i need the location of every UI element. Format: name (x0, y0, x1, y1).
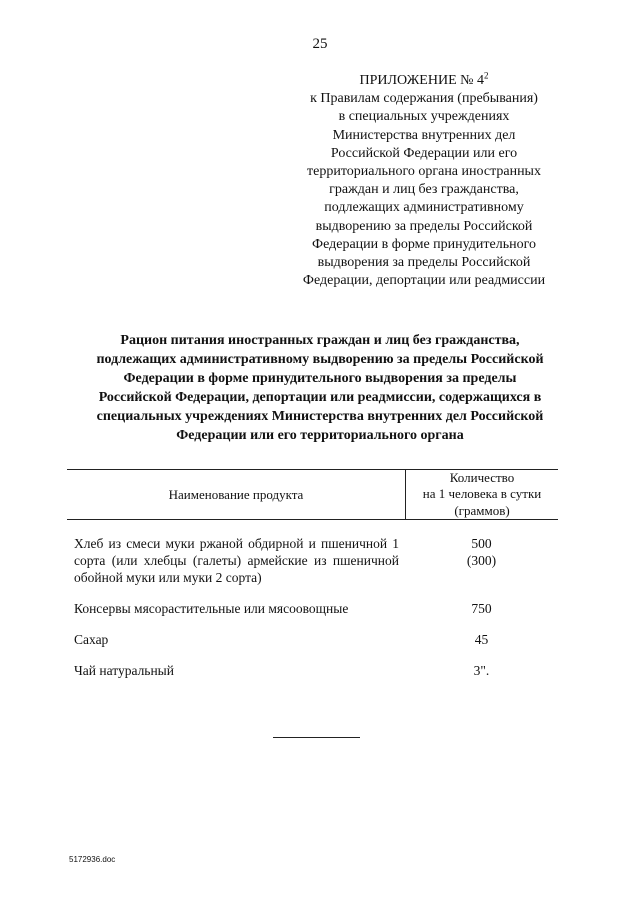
header-quantity-line: Количество (449, 469, 515, 485)
closing-separator-line (273, 737, 360, 738)
table-body (67, 535, 558, 679)
appendix-title-text: ПРИЛОЖЕНИЕ № 4 (359, 73, 484, 88)
quantity-value-alt: (300) (466, 553, 497, 568)
header-product: Наименование продукта (168, 486, 304, 502)
product-quantity (405, 535, 558, 586)
document-title (60, 331, 580, 445)
quantity-value: 3". (473, 663, 490, 678)
ration-table (67, 469, 558, 693)
appendix-line: выдворению за пределы Российской (315, 218, 533, 234)
page-number: 25 (312, 36, 328, 52)
title-line: Федерации или его территориального органа (176, 428, 464, 443)
appendix-line: в специальных учреждениях (338, 109, 510, 125)
product-quantity (405, 662, 558, 679)
product-quantity (405, 600, 558, 617)
header-quantity-line: на 1 человека в сутки (422, 486, 542, 502)
header-quantity (405, 470, 558, 519)
header-quantity-line: (граммов) (454, 502, 510, 518)
title-line: подлежащих административному выдворению за пределы Российской (96, 352, 544, 367)
file-name-footer: 5172936.doc (69, 855, 116, 864)
table-row (67, 600, 558, 617)
product-name: Консервы мясорастительные или мясоовощные (74, 601, 349, 616)
appendix-line: территориального органа иностранных (307, 164, 541, 180)
title-line: Федерации в форме принудительного выдворения за пределы (123, 371, 517, 386)
product-name: Сахар (74, 632, 109, 647)
quantity-value: 750 (471, 601, 492, 616)
title-line: специальных учреждениях Министерства внутренних дел Российской (96, 409, 544, 424)
appendix-line: выдворения за пределы Российской (317, 255, 531, 271)
table-row (67, 631, 558, 648)
appendix-line: Федерации, депортации или реадмиссии (302, 273, 546, 289)
appendix-title (282, 72, 566, 90)
table-header (67, 469, 558, 520)
quantity-value: 45 (474, 632, 489, 647)
table-row (67, 662, 558, 679)
appendix-line: Российской Федерации или его (330, 145, 518, 161)
appendix-line: к Правилам содержания (пребывания) (310, 91, 538, 107)
appendix-title-superscript: 2 (484, 70, 489, 81)
appendix-block (282, 72, 566, 290)
title-line: Российской Федерации, депортации или реадмиссии, содержащихся в (98, 390, 542, 405)
appendix-line: Федерации в форме принудительного (312, 236, 536, 252)
quantity-value: 500 (471, 536, 492, 551)
appendix-line: Министерства внутренних дел (332, 127, 516, 143)
product-name: Хлеб из смеси муки ржаной обдирной и пшеничной 1 сорта (или хлебцы (галеты) армейские из пшеничной обойной муки или муки 2 сорта) (74, 536, 399, 585)
product-quantity (405, 631, 558, 648)
appendix-line: подлежащих административному (324, 200, 524, 216)
appendix-line: граждан и лиц без гражданства, (329, 182, 519, 198)
title-line: Рацион питания иностранных граждан и лиц без гражданства, (120, 333, 520, 348)
table-row (67, 535, 558, 586)
product-name: Чай натуральный (74, 663, 174, 678)
